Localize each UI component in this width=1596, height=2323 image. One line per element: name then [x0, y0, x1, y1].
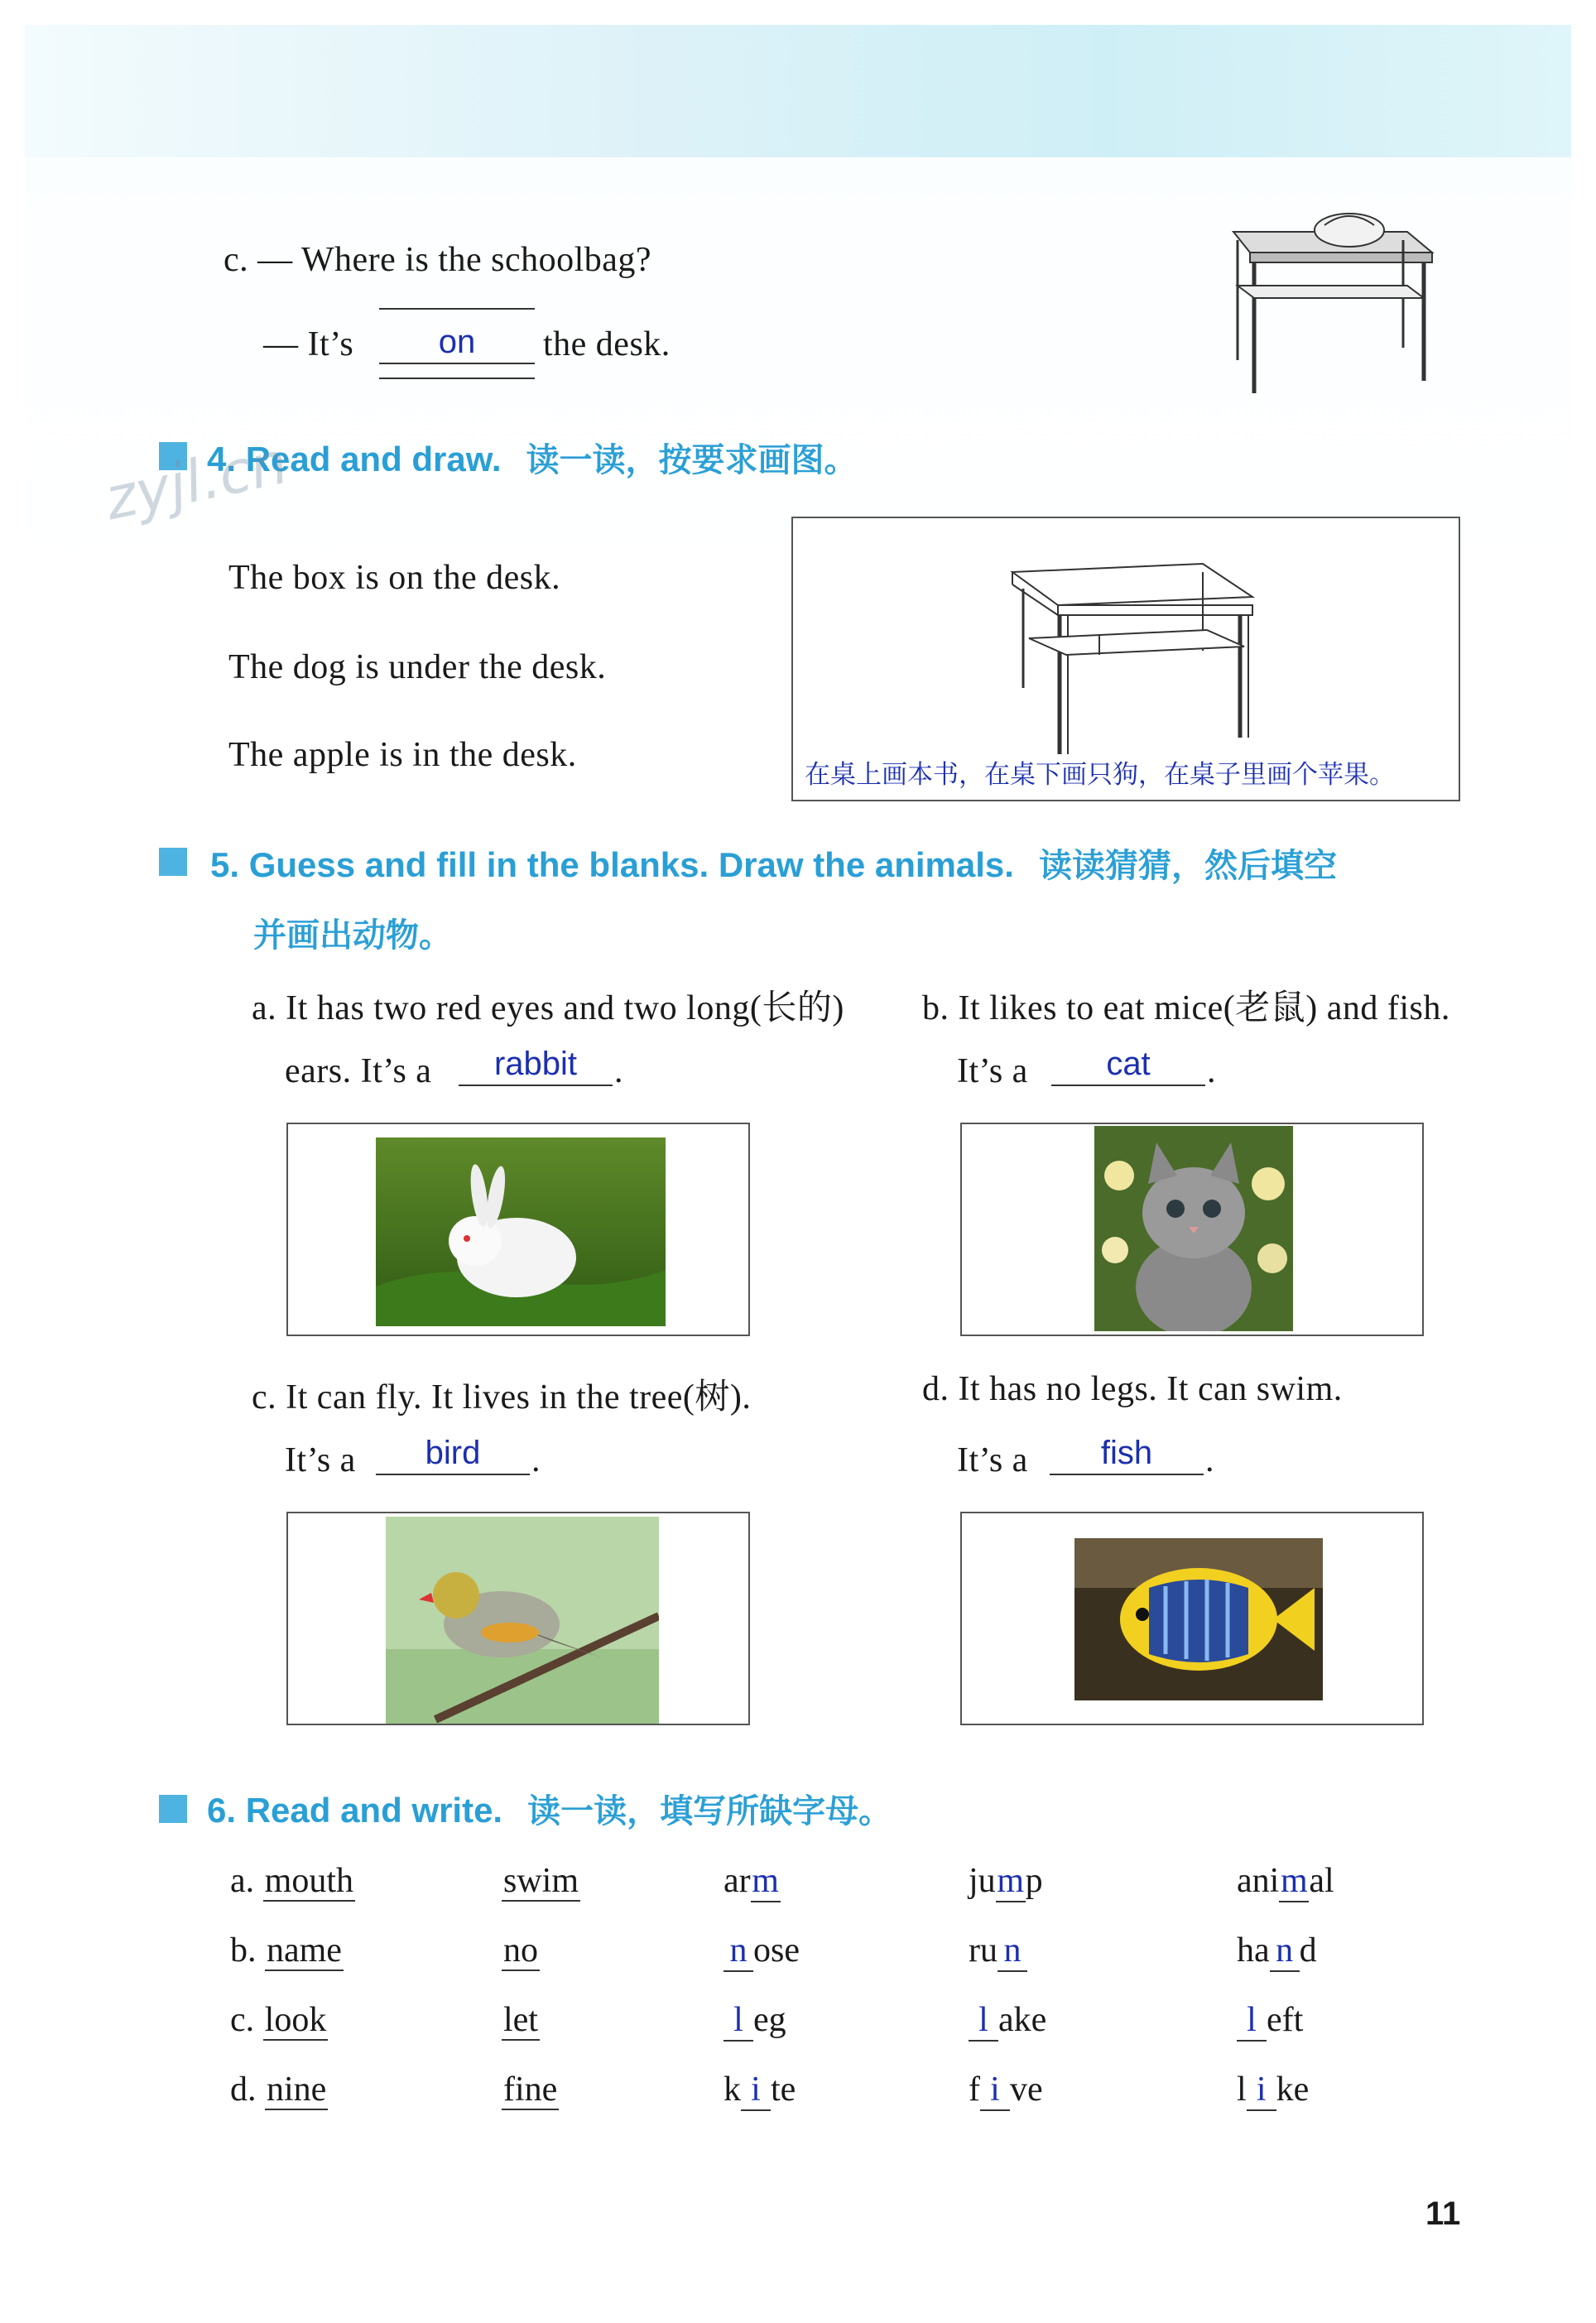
section-4-sentence-3: The apple is in the desk.	[228, 736, 577, 774]
row-label: a.	[230, 1862, 255, 1900]
word-part-a: ru	[969, 1931, 997, 1970]
missing-letter-blank[interactable]	[1237, 2000, 1267, 2042]
word-part-a: ar	[723, 1862, 751, 1900]
missing-letter-blank[interactable]	[723, 2000, 753, 2042]
word-cell-3	[723, 1861, 781, 1902]
missing-letter: i	[990, 2070, 1000, 2109]
watermark: zyjl.cn	[99, 428, 294, 534]
item-d-answer: fish	[1100, 1435, 1153, 1471]
word-cell-5	[1237, 1861, 1334, 1902]
item-a-blank[interactable]	[459, 1043, 613, 1086]
row-label: b.	[230, 1931, 257, 1970]
word-cell-2	[502, 1861, 580, 1901]
section-5-title-line2	[253, 909, 452, 956]
word-cell-3	[723, 2070, 796, 2111]
word-cell-1	[230, 2070, 328, 2109]
word-1: nine	[267, 2070, 327, 2109]
word-cell-5	[1237, 2070, 1309, 2111]
word-cell-2	[502, 2000, 540, 2040]
missing-letter-blank[interactable]	[1279, 1861, 1309, 1902]
word-part-a: k	[723, 2070, 741, 2109]
item-d-period: .	[1205, 1441, 1214, 1479]
missing-letter: n	[1003, 1931, 1022, 1970]
word-cell-5	[1237, 1931, 1317, 1972]
word-cell-1	[230, 1931, 344, 1970]
bird-photo	[386, 1517, 659, 1724]
word-part-a: f	[969, 2070, 980, 2109]
word-part-c: eft	[1267, 2001, 1304, 2039]
word-cell-4	[969, 2070, 1043, 2111]
rabbit-photo	[376, 1137, 666, 1326]
item-a-text: a. It has two red eyes and two long(长的)	[252, 989, 844, 1027]
section-6-marker	[159, 1795, 187, 1823]
item-c-period: .	[531, 1441, 541, 1479]
desk-illustration	[1008, 551, 1257, 758]
header-band	[25, 25, 1571, 157]
word-cell-1	[230, 1861, 355, 1901]
item-c-prefix: It’s a	[285, 1441, 356, 1479]
section-5-title-cn-2: 并画出动物。	[253, 916, 452, 955]
missing-letter-blank[interactable]	[996, 1861, 1026, 1902]
word-2: fine	[503, 2070, 558, 2109]
item-d-prefix: It’s a	[957, 1441, 1028, 1479]
guide-line-top	[379, 308, 535, 310]
missing-letter-blank[interactable]	[969, 2000, 998, 2042]
section-4-title-cn: 读一读，按要求画图。	[526, 440, 858, 479]
section-6-title-en: 6. Read and write.	[207, 1791, 503, 1830]
item-c-answer: bird	[425, 1435, 481, 1471]
missing-letter: l	[733, 2001, 743, 2039]
word-part-c: ve	[1010, 2070, 1043, 2109]
word-2: let	[503, 2001, 538, 2039]
missing-letter: i	[751, 2070, 761, 2109]
item-b-period: .	[1207, 1052, 1216, 1090]
word-cell-4	[969, 1931, 1027, 1972]
word-part-c: ke	[1276, 2070, 1310, 2109]
item-a-box	[286, 1123, 750, 1336]
section-4-sentence-1: The box is on the desk.	[228, 559, 561, 597]
word-part-a: l	[1237, 2070, 1247, 2109]
draw-area-caption: 在桌上画本书，在桌下画只狗，在桌子里画个苹果。	[805, 760, 1395, 790]
cat-photo	[1094, 1126, 1293, 1331]
item-b-answer: cat	[1106, 1046, 1151, 1082]
word-part-c: eg	[753, 2001, 786, 2039]
item-d-box	[960, 1512, 1424, 1725]
word-cell-4	[969, 2000, 1046, 2042]
missing-letter: n	[1276, 1931, 1294, 1970]
section-6-title	[207, 1785, 892, 1832]
answer-3c-value: on	[438, 324, 476, 360]
word-cell-2	[502, 2070, 559, 2109]
section-5-title	[210, 839, 1337, 887]
missing-letter: m	[997, 1862, 1024, 1900]
item-d-blank[interactable]	[1050, 1432, 1204, 1475]
desk-with-schoolbag-illustration	[1217, 207, 1440, 397]
item-c-text: c. It can fly. It lives in the tree(树).	[252, 1378, 752, 1416]
section-4-title-en: 4. Read and draw.	[207, 440, 502, 479]
word-part-c: al	[1309, 1862, 1334, 1900]
item-b-box	[960, 1123, 1424, 1336]
word-part-c: d	[1299, 1931, 1317, 1970]
word-2: swim	[503, 1862, 579, 1900]
row-label: c.	[230, 2001, 255, 2039]
page-number: 11	[1425, 2196, 1461, 2232]
missing-letter: l	[978, 2001, 988, 2039]
missing-letter-blank[interactable]	[997, 1931, 1027, 1972]
missing-letter: l	[1247, 2001, 1257, 2039]
word-2: no	[503, 1931, 538, 1970]
row-label: d.	[230, 2070, 257, 2109]
missing-letter-blank[interactable]	[741, 2070, 771, 2111]
item-b-prefix: It’s a	[957, 1052, 1028, 1090]
missing-letter-blank[interactable]	[980, 2070, 1010, 2111]
missing-letter: m	[752, 1862, 779, 1900]
missing-letter: m	[1280, 1862, 1308, 1900]
word-part-a: ha	[1237, 1931, 1270, 1970]
word-1: look	[264, 2001, 327, 2039]
missing-letter-blank[interactable]	[751, 1861, 781, 1902]
word-cell-4	[969, 1861, 1043, 1902]
draw-area[interactable]	[791, 517, 1460, 801]
guide-line-bottom	[379, 378, 535, 379]
section-4-sentence-2: The dog is under the desk.	[228, 648, 607, 686]
word-part-c: te	[771, 2070, 796, 2109]
missing-letter-blank[interactable]	[723, 1931, 753, 1972]
item-a-prefix: ears. It’s a	[285, 1052, 432, 1090]
section-5-marker	[159, 848, 187, 876]
question-3c: c. — Where is the schoolbag?	[224, 241, 652, 279]
missing-letter-blank[interactable]	[1247, 2070, 1276, 2111]
answer-3c-suffix: the desk.	[543, 325, 671, 363]
missing-letter-blank[interactable]	[1270, 1931, 1300, 1972]
item-c-box	[286, 1512, 750, 1725]
word-cell-1	[230, 2000, 328, 2040]
section-4-title	[207, 434, 858, 481]
word-cell-2	[502, 1931, 540, 1970]
word-cell-5	[1237, 2000, 1303, 2042]
word-part-c: p	[1025, 1862, 1043, 1900]
item-c-blank[interactable]	[376, 1432, 530, 1475]
word-cell-3	[723, 2000, 786, 2042]
word-1: mouth	[264, 1862, 353, 1900]
word-part-a: ju	[969, 1862, 996, 1900]
section-5-title-cn: 读读猜猜，然后填空	[1038, 846, 1337, 885]
missing-letter: n	[729, 1931, 748, 1970]
answer-3c-prefix: — It’s	[263, 325, 354, 363]
item-d-text: d. It has no legs. It can swim.	[922, 1370, 1343, 1408]
item-a-period: .	[614, 1052, 623, 1090]
missing-letter: i	[1256, 2070, 1267, 2109]
word-cell-3	[723, 1931, 800, 1972]
word-part-a: ani	[1237, 1862, 1280, 1900]
word-1: name	[267, 1931, 342, 1970]
section-5-title-en: 5. Guess and fill in the blanks. Draw the animals.	[210, 845, 1014, 884]
word-part-c: ake	[998, 2001, 1047, 2039]
word-part-c: ose	[753, 1931, 800, 1970]
answer-3c-blank[interactable]	[379, 321, 535, 364]
fish-photo	[1074, 1538, 1323, 1700]
item-b-text: b. It likes to eat mice(老鼠) and fish.	[922, 989, 1450, 1027]
item-a-answer: rabbit	[493, 1046, 578, 1082]
section-6-title-cn: 读一读，填写所缺字母。	[527, 1792, 892, 1830]
item-b-blank[interactable]	[1051, 1043, 1205, 1086]
